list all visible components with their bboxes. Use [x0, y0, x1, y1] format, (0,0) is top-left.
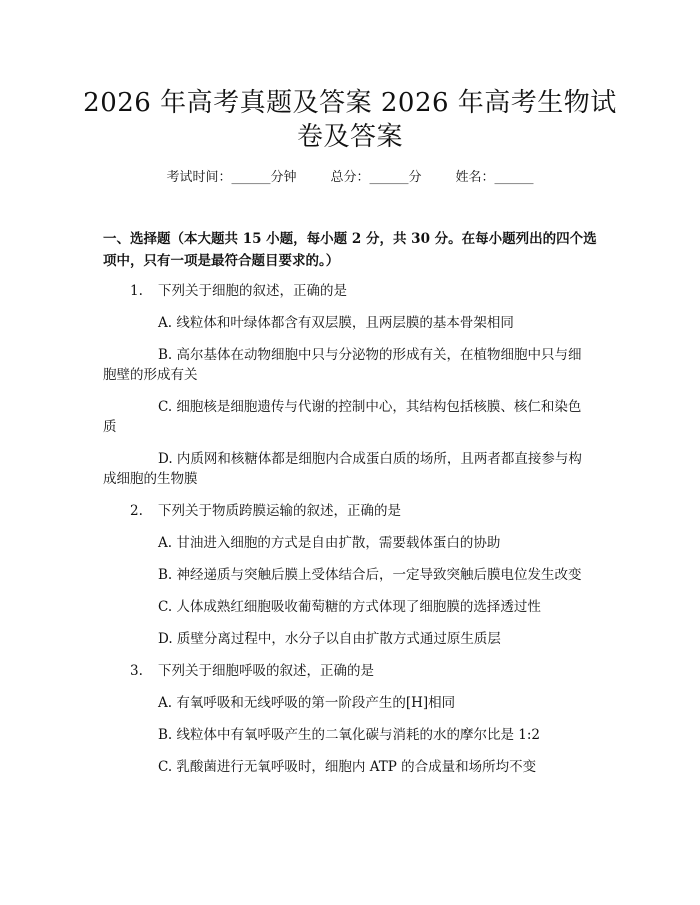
exam-title-line1: 2026 年高考真题及答案 2026 年高考生物试: [83, 88, 617, 118]
question-text: 下列关于物质跨膜运输的叙述，正确的是: [158, 503, 401, 519]
section-heading-line1: 一、选择题（本大题共 15 小题，每小题 2 分，共 30 分。在每小题列出的四个选: [103, 231, 597, 247]
question-1-option-b: B. 高尔基体在动物细胞中只与分泌物的形成有关，在植物细胞中只与细: [158, 347, 582, 363]
question-3-option-c: C. 乳酸菌进行无氧呼吸时，细胞内 ATP 的合成量和场所均不变: [158, 759, 537, 775]
question-1-stem: [130, 281, 347, 301]
question-number: 2.: [130, 503, 143, 519]
question-1-option-c-cont: 质: [103, 419, 117, 435]
exam-meta: [0, 168, 700, 188]
total-score-field: 总分：______分: [330, 170, 422, 185]
question-2-stem: [130, 501, 401, 521]
question-text: 下列关于细胞的叙述，正确的是: [158, 283, 347, 299]
question-3-stem: [130, 661, 374, 681]
question-text: 下列关于细胞呼吸的叙述，正确的是: [158, 663, 374, 679]
question-1-option-d-cont: 成细胞的生物膜: [103, 471, 198, 487]
question-3-option-a: A. 有氧呼吸和无线呼吸的第一阶段产生的[H]相同: [158, 695, 456, 711]
question-2-option-c: C. 人体成熟红细胞吸收葡萄糖的方式体现了细胞膜的选择透过性: [158, 599, 541, 615]
exam-title-line2: 卷及答案: [296, 122, 403, 152]
question-1-option-a: A. 线粒体和叶绿体都含有双层膜，且两层膜的基本骨架相同: [158, 315, 514, 331]
question-2-option-d: D. 质壁分离过程中，水分子以自由扩散方式通过原生质层: [158, 631, 501, 647]
question-3-option-b: B. 线粒体中有氧呼吸产生的二氧化碳与消耗的水的摩尔比是 1:2: [158, 727, 541, 743]
question-1-option-c: C. 细胞核是细胞遗传与代谢的控制中心，其结构包括核膜、核仁和染色: [158, 399, 582, 415]
question-1-option-b-cont: 胞壁的形成有关: [103, 367, 198, 383]
question-1-option-d: D. 内质网和核糖体都是细胞内合成蛋白质的场所，且两者都直接参与构: [158, 451, 582, 467]
exam-time-field: 考试时间：______分钟: [166, 170, 297, 185]
question-2-option-a: A. 甘油进入细胞的方式是自由扩散，需要载体蛋白的协助: [158, 535, 501, 551]
question-number: 3.: [130, 663, 143, 679]
question-number: 1.: [130, 283, 143, 299]
student-name-field: 姓名：______: [455, 170, 534, 185]
question-2-option-b: B. 神经递质与突触后膜上受体结合后，一定导致突触后膜电位发生改变: [158, 567, 582, 583]
section-heading-line2: 项中，只有一项是最符合题目要求的。）: [103, 253, 340, 269]
